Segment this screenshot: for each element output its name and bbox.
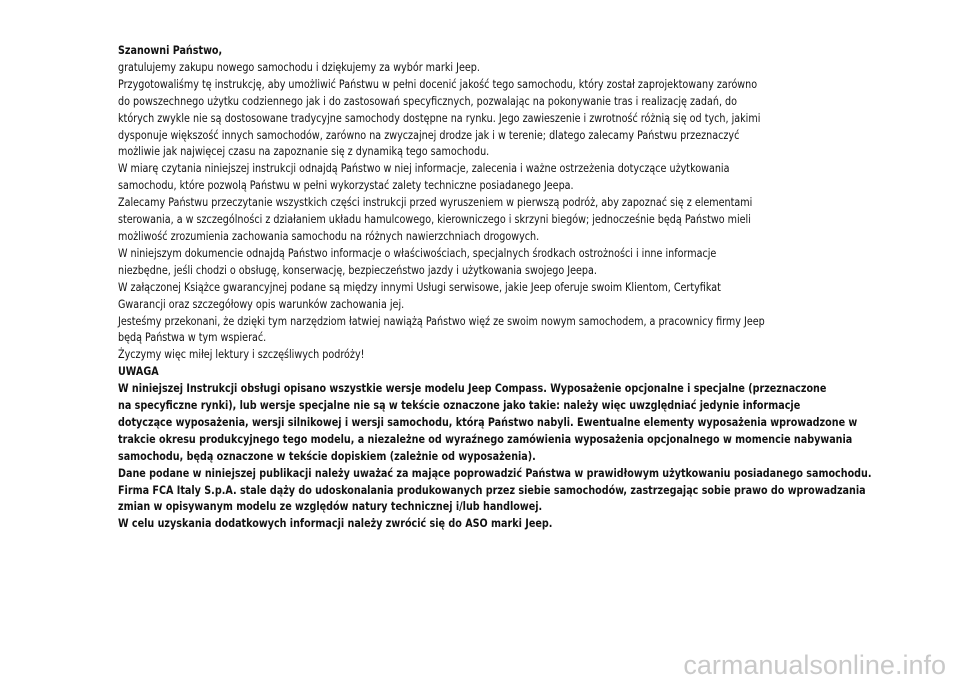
warning-paragraphs [118, 380, 872, 532]
warning-line: Firma FCA Italy S.p.A. stale dąży do udoskonalania produkowanych przez siebie samochodów, zastrzegając sobie prawo do wprowadzania [118, 482, 866, 497]
warning-line: zmian w opisywanym modelu ze względów natury technicznej i/lub handlowej. [118, 499, 543, 514]
warning-paragraph [118, 465, 872, 516]
body-line: Przygotowaliśmy tę instrukcję, aby umożliwić Państwu w pełni docenić jakość tego samochodu, który został zaprojektowany zarówno [118, 76, 758, 91]
warning-paragraph [118, 515, 799, 532]
warning-line: dotyczące wyposażenia, wersji silnikowej i wersji samochodu, którą Państwo nabyli. Ewentualne elementy wyposażenia wprowadzone w [118, 414, 858, 429]
body-line: Jesteśmy przekonani, że dzięki tym narzędziom łatwiej nawiążą Państwo więź ze swoim nowym samochodem, a pracownicy firmy Jeep [118, 313, 765, 328]
body-line: W załączonej Książce gwarancyjnej podane są między innymi Usługi serwisowe, jakie Jeep oferuje swoim Klientom, Certyfikat [118, 279, 721, 294]
body-paragraph [118, 160, 799, 194]
warning-heading [118, 363, 799, 380]
body-line: sterowania, a w szczególności z działaniem układu hamulcowego, kierowniczego i skrzyni biegów; jednocześnie będą Państwo mieli [118, 212, 751, 227]
body-paragraph [118, 313, 799, 347]
body-line: dysponuje większość innych samochodów, zarówno na zwyczajnej drodze jak i w terenie; dlatego zalecamy Państwu przeznaczyć [118, 127, 740, 142]
warning-line: W celu uzyskania dodatkowych informacji należy zwrócić się do ASO marki Jeep. [118, 516, 553, 531]
body-line: możliwość zrozumienia zachowania samochodu na różnych nawierzchniach drogowych. [118, 228, 540, 243]
warning-line: trakcie okresu produkcyjnego tego modelu, a niezależne od wyraźnego zamówienia wyposażenia opcjonalnego w momencie nabywania [118, 431, 853, 446]
body-paragraph [118, 59, 799, 76]
body-line: W niniejszym dokumencie odnajdą Państwo informacje o właściwościach, specjalnych środkach ostrożności i inne informacje [118, 245, 717, 260]
body-line: możliwie jak najwięcej czasu na zapoznanie się z dynamiką tego samochodu. [118, 144, 490, 159]
body-line: gratulujemy zakupu nowego samochodu i dziękujemy za wybór marki Jeep. [118, 59, 480, 74]
body-line: Zalecamy Państwu przeczytanie wszystkich części instrukcji przed wyruszeniem w pierwszą podróż, aby zapoznać się z elementami [118, 195, 753, 210]
body-line: niezbędne, jeśli chodzi o obsługę, konserwację, bezpieczeństwo jazdy i użytkowania swojego Jeepa. [118, 262, 597, 277]
body-paragraphs [118, 59, 858, 363]
greeting-line: Szanowni Państwo, [118, 43, 223, 57]
body-paragraph [118, 245, 799, 279]
manual-page [118, 42, 872, 532]
body-paragraph [118, 346, 799, 363]
body-line: W miarę czytania niniejszej instrukcji odnajdą Państwo w niej informacje, zalecenia i ważne ostrzeżenia dotyczące użytkowania [118, 161, 730, 176]
warning-heading-text: UWAGA [118, 364, 159, 379]
body-line: Życzymy więc miłej lektury i szczęśliwych podróży! [118, 347, 365, 362]
warning-line: samochodu, będą oznaczone w tekście dopiskiem (zależnie od wyposażenia). [118, 448, 536, 463]
warning-line: Dane podane w niniejszej publikacji należy uważać za mające poprowadzić Państwa w prawidłowym użytkowaniu posiadanego samochodu. [118, 465, 872, 480]
warning-paragraph [118, 380, 858, 465]
body-paragraph [118, 76, 799, 161]
body-line: do powszechnego użytku codziennego jak i do zastosowań specyficznych, pozwalając na pokonywanie tras i realizację zadań, do [118, 93, 738, 108]
watermark-text: carmanualsonline.info [683, 650, 946, 680]
body-line: samochodu, które pozwolą Państwu w pełni wykorzystać zalety techniczne posiadanego Jeepa. [118, 178, 574, 193]
warning-line: W niniejszej Instrukcji obsługi opisano wszystkie wersje modelu Jeep Compass. Wyposażenie opcjonalne i specjalne (przeznaczone [118, 381, 827, 396]
body-line: będą Państwa w tym wspierać. [118, 330, 267, 345]
greeting [118, 42, 799, 59]
body-paragraph [118, 194, 799, 245]
warning-line: na specyficzne rynki), lub wersje specjalne nie są w tekście oznaczone jako takie: należy więc uwzględniać jedynie informacje [118, 398, 801, 413]
body-line: których zwykle nie są dostosowane tradycyjne samochody dostępne na rynku. Jego zawieszenie i zwrotność różnią się od tych, jakimi [118, 110, 761, 125]
body-line: Gwarancji oraz szczegółowy opis warunków zachowania jej. [118, 296, 405, 311]
body-paragraph [118, 279, 799, 313]
